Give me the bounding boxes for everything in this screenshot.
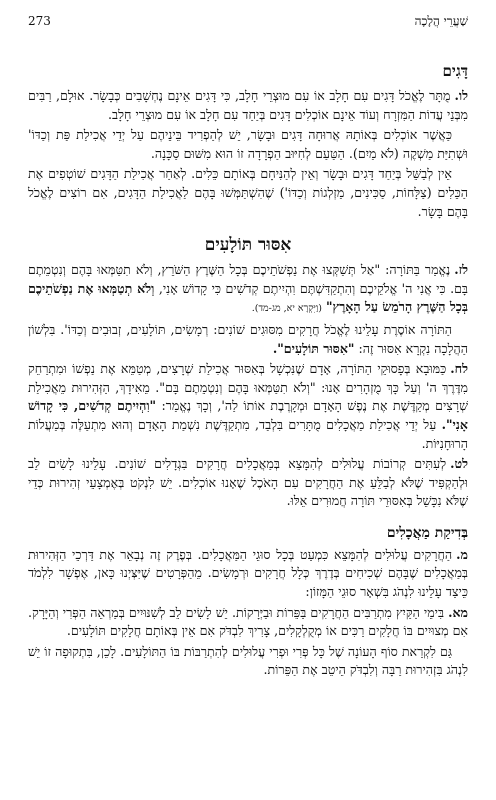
page-header [28, 14, 468, 36]
page-number: 273 [28, 14, 51, 28]
paragraph-text: לְעִתִּים קְרוֹבוֹת עֲלוּלִים לְהִמָּצֵא בְּמַאֲכָלִים חֲרָקִים בִּגְדָלִים שׁוֹנִים. עָלֵינוּ לָשִׂים לֵב וּלְהַקְפִּיד שֶׁלֹּא לְבַלֵּעַ אֶת הַחֲרָקִים עִם הָאֹכֶל שֶׁאָנוּ אוֹכְלִים. יֵשׁ לִנְקֹט בְּאֶמְצָעֵי זְהִירוּת כְּדֵי שֶׁלֹּא נִכָּשֵׁל בְּאִסּוּרֵי תּוֹרָה חֲמוּרִים אֵלּוּ. [28, 456, 468, 509]
paragraph-41 [28, 604, 468, 641]
paragraph-39 [28, 455, 468, 511]
paragraph-text: בִּימֵי הַקַּיִץ מִתְרַבִּים הַחֲרָקִים בַּפֵּרוֹת וּבַיְּרָקוֹת. יֵשׁ לָשִׂים לֵב לְשִׁנּוּיִים בְּמַרְאֵה הַפְּרִי וְהַיָּרָק. אִם מְצוּיִים בּוֹ חֲלָקִים רַכִּים אוֹ מְקֻלְקָלִים, צָרִיךְ לִבְדֹּק אִם אֵין בְּאוֹתָם חֲלָקִים תּוֹלָעִים. [28, 604, 468, 639]
paragraph-37 [28, 261, 468, 319]
paragraph-number: מא. [448, 604, 468, 620]
paragraph-fish-meat-cooking: אֵין לְבַשֵּׁל בְּיַחַד דָּגִים וּבָשָׂר וְאֵין לְהַנִּיחָם בְּאוֹתָם כֵּלִים. לְאַחַר אֲכִילַת הַדָּגִים שׁוֹטְפִים אֶת הַכֵּלִים (צַלָּחוֹת, סַכִּינִים, מַזְלְגוֹת וְכַדּוֹ') שֶׁהִשְׁתַּמְּשׁוּ בָּהֶם לַאֲכִילַת הַדָּגִים, אִם רוֹצִים לֶאֱכֹל בָּהֶם בָּשָׂר. [28, 166, 468, 219]
paragraph-text-continued: עַל יְדֵי אֲכִילַת מַאֲכָלִים מֻתָּרִים בִּלְבַד, מִתְקַדֶּשֶׁת נִשְׁמַת הָאָדָם וְהוּא מִתְעַלֶּה בְּמַעֲלוֹת הָרוּחָנִיּוֹת. [28, 416, 468, 451]
paragraph-38 [28, 360, 468, 453]
section-heading-fish: דָּגִים [442, 62, 468, 80]
paragraph-text: הַחֲרָקִים עֲלוּלִים לְהִמָּצֵא כִּמְעַט בְּכָל סוּגֵי הַמַּאֲכָלִים. בְּפֶרֶק זֶה נְבָאֵר אֶת דַּרְכֵי הַזְּהִירוּת בְּמַאֲכָלִים שֶׁבָּהֶם שְׁכִיחִים בְּדֶרֶךְ כְּלָל חֲרָקִים וּרְמָשִׂים. מֵהַפְּרָטִים שֶׁיִּצְּיְנוּ כָּאן, אֶפְשָׁר לִלְמֹד כֵּיצַד עָלֵינוּ לִנְהֹג בִּשְׁאָר סוּגֵי הַמָּזוֹן: [28, 546, 468, 600]
paragraph-text: הַתּוֹרָה אוֹסֶרֶת עָלֵינוּ לֶאֱכֹל חֲרָקִים מִסּוּגִים שׁוֹנִים: רְמָשִׂים, תּוֹלָעִים, זְבוּבִים וְכַדּוֹ'. בִּלְשׁוֹן הַהֲלָכָה נִקְרָא אִסּוּר זֶה: [28, 321, 468, 356]
paragraph-36 [28, 87, 468, 124]
paragraph-fish-meat-separation: כַּאֲשֶׁר אוֹכְלִים בְּאוֹתָהּ אֲרוּחָה דָּגִים וּבָשָׂר, יֵשׁ לְהַפְרִיד בֵּינֵיהֶם עַל יְדֵי אֲכִילַת פַּת וְכַדּוֹ' וּשְׁתִיַּת מַשְׁקֶה (לֹא מַיִם). הַטַּעַם לְחִיּוּב הַפְרָדָה זוֹ הוּא מִשּׁוּם סַכָּנָה. [28, 127, 468, 161]
paragraph-number: מ. [456, 546, 468, 562]
paragraph-40 [28, 546, 468, 602]
paragraph-season-end: גַּם לִקְרַאת סוֹף הָעוֹנָה שֶׁל כָּל פְּרִי וּפְרִי עֲלוּלִים לְהִתְרַבּוֹת בּוֹ הַתּוֹלָעִים. לָכֵן, בִּתְקוּפָה זוֹ יֵשׁ לִנְהֹג בִּזְהִירוּת רַבָּה וְלִבְדֹּק הֵיטֵב אֶת הַפֵּרוֹת. [28, 643, 468, 678]
paragraph-number: לח. [450, 361, 468, 377]
section-heading-checking-food: בְּדִיקַת מַאֲכָלִים [386, 524, 468, 541]
term-emphasis: "אִסּוּר תּוֹלָעִים". [272, 340, 355, 356]
verse-source: (וַיִּקְרָא יא, מג-מד). [251, 303, 322, 315]
paragraph-number: לז. [454, 262, 468, 278]
paragraph-text: כַּמּוּבָא בְּפָסוּקֵי הַתּוֹרָה, אָדָם שֶׁנִּכְשָׁל בְּאִסּוּר אֲכִילַת שְׁרָצִים, מְטַמֵּא אֶת נַפְשׁוֹ וּמִתְרַחֵק מִדֶּרֶךְ ה' וְעַל כָּךְ מֻזְהָרִים אָנוּ: "וְלֹא תִטַּמְּאוּ בָּהֶם וְנִטְמֵתֶם בָּם". מֵאִידָךְ, הַזְּהִירוּת מֵאֲכִילַת שְׁרָצִים מְקַדֶּשֶׁת אֶת נֶפֶשׁ הָאָדָם וּמְקָרֶבֶת אוֹתוֹ לַה', וְכָךְ נֶאֱמַר: [28, 361, 468, 414]
verse-emphasis: וְלֹא תְטַמְּאוּ אֶת נַפְשֹׁתֵיכֶם בְּכָל הַשֶּׁרֶץ הָרֹמֵשׂ עַל הָאָרֶץ" [28, 280, 468, 315]
paragraph-text: מֻתָּר לֶאֱכֹל דָּגִים עִם חָלָב אוֹ עִם מוּצְרֵי חָלָב, כִּי דָּגִים אֵינָם נֶחְשָׁבִים כְּבָשָׂר. אוּלָם, רַבִּים מִבְּנֵי עֲדוֹת הַמִּזְרָח וְעוֹד אֵינָם אוֹכְלִים דָּגִים בְּיַחַד עִם חָלָב אוֹ עִם מוּצְרֵי חָלָב. [28, 88, 468, 122]
paragraph-number: לו. [454, 88, 468, 103]
verse-emphasis: "וִהְיִיתֶם קְדֹשִׁים, כִּי קָדוֹשׁ אָנִי". [28, 398, 468, 432]
paragraph-number: לט. [450, 456, 468, 472]
paragraph-worms-prohibition [28, 321, 468, 358]
running-title: שַׁעֲרֵי הֲלָכָה [414, 14, 468, 28]
paragraph-text: נֶאֱמַר בַּתּוֹרָה: "אַל תְּשַׁקְּצוּ אֶת נַפְשֹׁתֵיכֶם בְּכָל הַשֶּׁרֶץ הַשֹּׁרֵץ, וְלֹא תִטַּמְּאוּ בָּהֶם וְנִטְמֵתֶם בָּם. כִּי אֲנִי ה' אֱלֹקֵיכֶם וְהִתְקַדִּשְׁתֶּם וִהְיִיתֶם קְדֹשִׁים כִּי קָדוֹשׁ אָנִי, [28, 262, 468, 296]
section-heading-worms: אִסּוּר תּוֹלָעִים [204, 235, 292, 256]
